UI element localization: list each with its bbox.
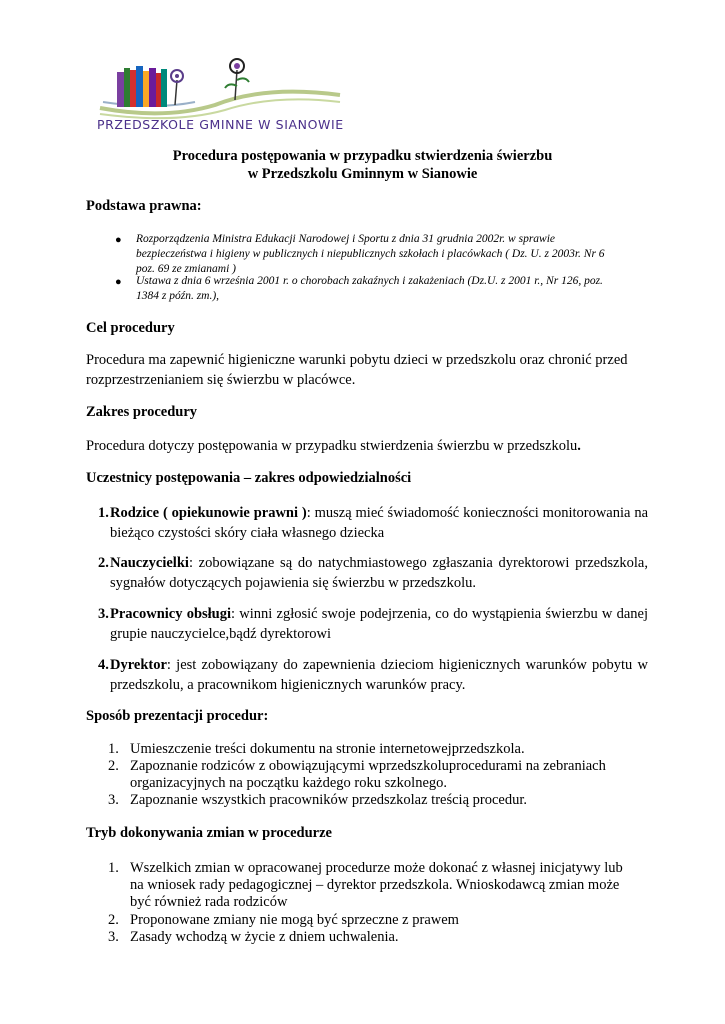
presentation-heading: Sposób prezentacji procedur: <box>86 708 269 724</box>
goal-heading: Cel procedury <box>86 320 175 336</box>
participant-item: 4. Dyrektor: jest zobowiązany do zapewnienia dzieciom higienicznych warunków pobytu w przedszkolu, a pracownikom higienicznych warunków pracy. <box>98 657 648 693</box>
legal-item-2: Ustawa z dnia 6 września 2001 r. o chorobach zakaźnych i zakażeniach (Dz.U. z 2001 r., Nr 126, poz. 1384 z późn. zm.), <box>136 275 603 302</box>
list-item: 1. Wszelkich zmian w opracowanej procedurze może dokonać z własnej inicjatywy lub na wniosek rady pedagogicznej – dyrektor przedszkola. Wnioskodawcą zmian może być również rada rodziców <box>108 860 623 910</box>
bullet-icon: ● <box>115 234 122 246</box>
participant-item: 1. Rodzice ( opiekunowie prawni ): muszą mieć świadomość konieczności monitorowania na bieżąco czystości skóry ciała własnego dziecka <box>98 505 649 541</box>
goal-text: Procedura ma zapewnić higieniczne warunki pobytu dzieci w przedszkolu oraz chronić przed rozprzestrzenianiem się świerzbu w placówce. <box>86 352 628 388</box>
list-item: 1. Umieszczenie treści dokumentu na stronie internetowejprzedszkola. <box>108 741 525 757</box>
document-title-line-2: w Przedszkolu Gminnym w Sianowie <box>247 166 478 182</box>
legal-item-1: Rozporządzenia Ministra Edukacji Narodowej i Sportu z dnia 31 grudnia 2002r. w sprawie bezpieczeństwa i higieny w publicznych i niepublicznych szkołach i placówkach ( Dz. U. z 2003r. Nr 6 poz. 69 ze zmianami ) <box>136 233 605 275</box>
list-item: 2. Zapoznanie rodziców z obowiązującymi wprzedszkoluprocedurami na zebraniach organizacyjnych na początku każdego roku szkolnego. <box>108 758 606 791</box>
list-item: 3. Zasady wchodzą w życie z dniem uchwalenia. <box>108 929 399 945</box>
participant-item: 2. Nauczycielki: zobowiązane są do natychmiastowego zgłaszania dyrektorowi przedszkola, sygnałów dotyczących pojawienia się świerzbu w przedszkolu. <box>98 555 648 591</box>
list-item: 2. Proponowane zmiany nie mogą być sprzeczne z prawem <box>108 912 459 928</box>
participant-item: 3. Pracownicy obsługi: winni zgłosić swoje podejrzenia, co do wystąpienia świerzbu w danej grupie nauczycielce,bądź dyrektorowi <box>98 606 649 642</box>
scope-text: Procedura dotyczy postępowania w przypadku stwierdzenia świerzbu w przedszkolu. <box>86 438 581 454</box>
document-title-line-1: Procedura postępowania w przypadku stwierdzenia świerzbu <box>172 148 553 164</box>
legal-basis-heading: Podstawa prawna: <box>86 198 202 214</box>
scope-heading: Zakres procedury <box>86 404 198 420</box>
changes-heading: Tryb dokonywania zmian w procedurze <box>86 825 332 841</box>
bullet-icon: ● <box>115 276 122 288</box>
list-item: 3. Zapoznanie wszystkich pracowników przedszkolaz treścią procedur. <box>108 792 527 808</box>
logo-text: PRZEDSZKOLE GMINNE W SIANOWIE <box>97 117 344 132</box>
participants-heading: Uczestnicy postępowania – zakres odpowiedzialności <box>86 470 412 486</box>
